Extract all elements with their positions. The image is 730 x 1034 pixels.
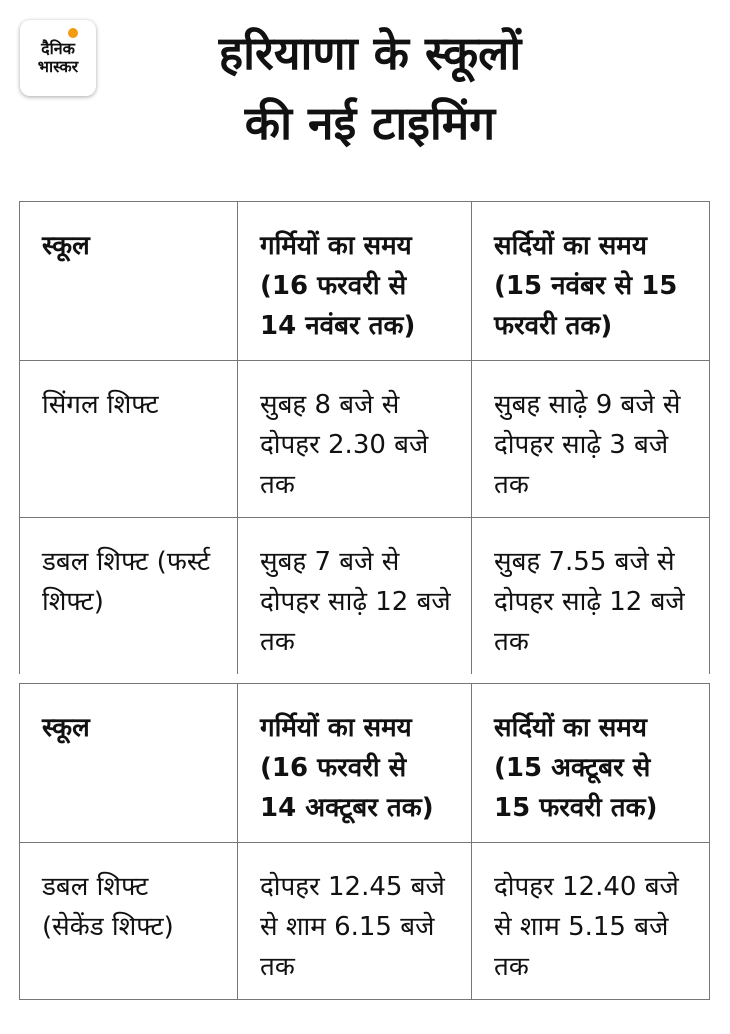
header-school: स्कूल — [20, 202, 238, 361]
title-line-2: की नई टाइमिंग — [244, 96, 496, 150]
table-row-single-shift — [20, 361, 710, 518]
cell-school: डबल शिफ्ट (सेकेंड शिफ्ट) — [20, 843, 238, 1000]
sun-dot-icon — [68, 28, 78, 38]
header-summer-time: गर्मियों का समय (16 फरवरी से 14 अक्टूबर तक) — [238, 684, 472, 843]
cell-winter: सुबह 7.55 बजे से दोपहर साढ़े 12 बजे तक — [472, 518, 710, 675]
header-summer-time: गर्मियों का समय (16 फरवरी से 14 नवंबर तक) — [238, 202, 472, 361]
cell-summer: दोपहर 12.45 बजे से शाम 6.15 बजे तक — [238, 843, 472, 1000]
cell-winter: दोपहर 12.40 बजे से शाम 5.15 बजे तक — [472, 843, 710, 1000]
cell-school: डबल शिफ्ट (फर्स्ट शिफ्ट) — [20, 518, 238, 675]
logo-line-1: दैनिक — [41, 39, 75, 58]
cell-summer: सुबह 8 बजे से दोपहर 2.30 बजे तक — [238, 361, 472, 518]
header-school: स्कूल — [20, 684, 238, 843]
table-row-double-shift-first — [20, 518, 710, 675]
header-winter-time: सर्दियों का समय (15 अक्टूबर से 15 फरवरी तक) — [472, 684, 710, 843]
page-title — [110, 18, 630, 158]
cell-school: सिंगल शिफ्ट — [20, 361, 238, 518]
table-header-row — [20, 202, 710, 361]
school-timing-table-1 — [19, 201, 710, 674]
dainik-bhaskar-logo — [20, 20, 96, 96]
title-line-1: हरियाणा के स्कूलों — [218, 26, 522, 80]
table-header-row — [20, 684, 710, 843]
cell-summer: सुबह 7 बजे से दोपहर साढ़े 12 बजे तक — [238, 518, 472, 675]
header-winter-time: सर्दियों का समय (15 नवंबर से 15 फरवरी तक) — [472, 202, 710, 361]
cell-winter: सुबह साढ़े 9 बजे से दोपहर साढ़े 3 बजे तक — [472, 361, 710, 518]
logo-line-2: भास्कर — [37, 57, 79, 76]
table-row-double-shift-second — [20, 843, 710, 1000]
school-timing-table-2 — [19, 683, 710, 1000]
